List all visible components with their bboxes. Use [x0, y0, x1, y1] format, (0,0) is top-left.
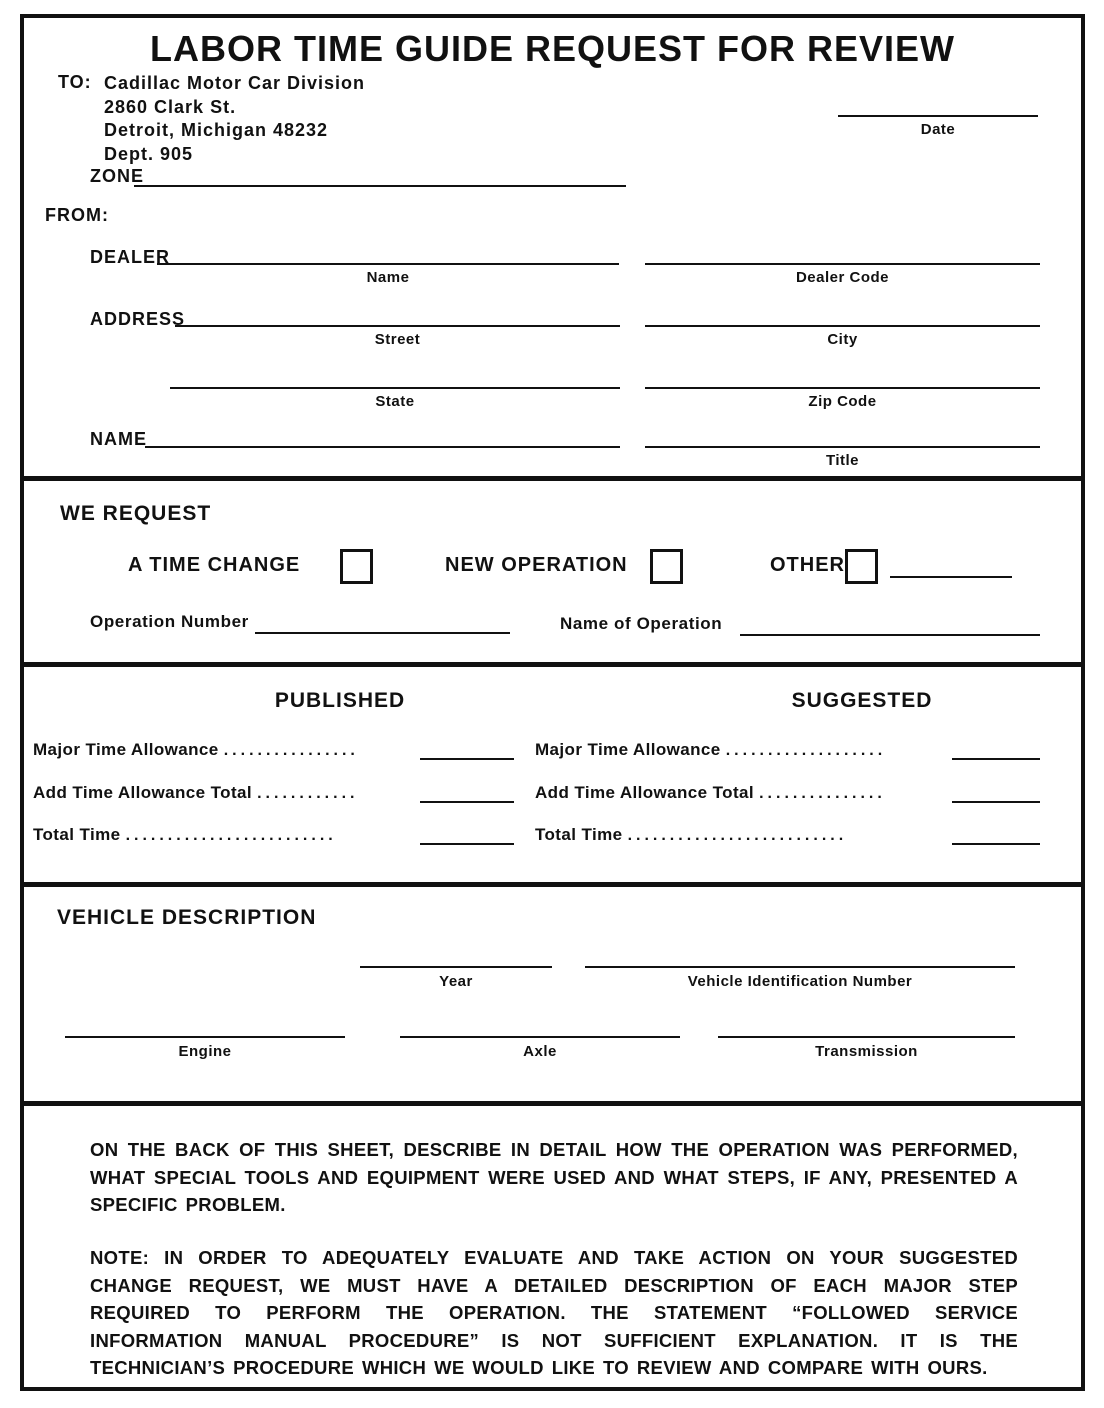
allowances-section [24, 662, 1081, 882]
suggested-major-time-label: Major Time Allowance ................... [535, 740, 887, 759]
dealer-code-caption: Dealer Code [795, 269, 890, 286]
street-field[interactable] [175, 325, 620, 327]
suggested-total-time-label: Total Time .......................... [535, 825, 848, 844]
published-add-time-field[interactable] [420, 801, 514, 803]
dealer-name-field[interactable] [157, 263, 619, 265]
vin-caption: Vehicle Identification Number [687, 973, 913, 990]
to-label: TO: [58, 72, 92, 92]
other-specify-field[interactable] [890, 576, 1012, 578]
to-address-line-4: Dept. 905 [104, 143, 194, 164]
zip-code-caption: Zip Code [808, 393, 877, 410]
suggested-total-time-field[interactable] [952, 843, 1040, 845]
year-caption: Year [439, 973, 473, 990]
transmission-field[interactable] [718, 1036, 1015, 1038]
year-field[interactable] [360, 966, 552, 968]
published-major-time-field[interactable] [420, 758, 514, 760]
name-of-operation-label: Name of Operation [560, 614, 723, 633]
published-total-time-label: Total Time ......................... [33, 825, 337, 844]
form-title: LABOR TIME GUIDE REQUEST FOR REVIEW [149, 28, 956, 69]
published-add-time-label: Add Time Allowance Total ............ [33, 783, 359, 802]
note-paragraph: NOTE: IN ORDER TO ADEQUATELY EVALUATE AND TAKE ACTION ON YOUR SUGGESTED CHANGE REQUEST, WE MUST HAVE A DETAILED DESCRIPTION OF EACH MAJOR STEP REQUIRED TO PERFORM THE OPERATION. THE STATEMENT “FOLLOWED SERVICE INFORMATION MANUAL PROCEDURE” IS NOT SUFFICIENT EXPLANATION. IT IS THE TECHNICIAN’S PROCEDURE WHICH WE WOULD LIKE TO REVIEW AND COMPARE WITH OURS. [90, 1247, 1018, 1378]
engine-caption: Engine [178, 1043, 232, 1060]
zone-field[interactable] [134, 185, 626, 187]
zip-code-field[interactable] [645, 387, 1040, 389]
header-section [24, 18, 1081, 476]
title-field[interactable] [645, 446, 1040, 448]
state-field[interactable] [170, 387, 620, 389]
to-address-line-1: Cadillac Motor Car Division [104, 73, 366, 93]
operation-number-label: Operation Number [90, 612, 249, 631]
street-caption: Street [374, 331, 421, 348]
we-request-section [24, 476, 1081, 662]
transmission-caption: Transmission [815, 1043, 918, 1060]
instructions-section [24, 1101, 1081, 1387]
address-label: ADDRESS [90, 309, 186, 329]
date-field[interactable] [838, 115, 1038, 117]
to-address-line-3: Detroit, Michigan 48232 [104, 120, 329, 140]
city-caption: City [827, 331, 858, 348]
state-caption: State [375, 393, 415, 410]
engine-field[interactable] [65, 1036, 345, 1038]
operation-number-field[interactable] [255, 632, 510, 634]
axle-caption: Axle [523, 1043, 557, 1060]
title-caption: Title [825, 452, 860, 469]
published-major-time-label: Major Time Allowance ................ [33, 740, 359, 759]
suggested-heading: SUGGESTED [791, 689, 933, 712]
vehicle-description-section [24, 882, 1081, 1101]
published-heading: PUBLISHED [274, 689, 406, 712]
zone-label: ZONE [90, 166, 145, 186]
other-checkbox[interactable] [845, 549, 878, 584]
name-field[interactable] [145, 446, 620, 448]
other-label: OTHER [770, 554, 845, 576]
name-of-operation-field[interactable] [740, 634, 1040, 636]
instructions-paragraph: ON THE BACK OF THIS SHEET, DESCRIBE IN DETAIL HOW THE OPERATION WAS PERFORMED, WHAT SPECIAL TOOLS AND EQUIPMENT WERE USED AND WHAT STEPS, IF ANY, PRESENTED A SPECIFIC PROBLEM. [90, 1139, 1018, 1215]
date-caption: Date [920, 121, 956, 138]
new-operation-checkbox[interactable] [650, 549, 683, 584]
dealer-label: DEALER [90, 247, 171, 267]
to-address-line-2: 2860 Clark St. [104, 96, 237, 117]
we-request-heading: WE REQUEST [60, 502, 212, 525]
suggested-major-time-field[interactable] [952, 758, 1040, 760]
published-total-time-field[interactable] [420, 843, 514, 845]
vin-field[interactable] [585, 966, 1015, 968]
new-operation-label: NEW OPERATION [445, 554, 628, 576]
name-label: NAME [90, 429, 147, 449]
vehicle-description-heading: VEHICLE DESCRIPTION [57, 906, 317, 929]
dealer-code-field[interactable] [645, 263, 1040, 265]
time-change-label: A TIME CHANGE [128, 554, 301, 576]
dealer-name-caption: Name [366, 269, 410, 286]
axle-field[interactable] [400, 1036, 680, 1038]
city-field[interactable] [645, 325, 1040, 327]
suggested-add-time-label: Add Time Allowance Total ............... [535, 783, 886, 802]
labor-time-guide-form [20, 14, 1085, 1391]
from-label: FROM: [45, 205, 109, 225]
to-address-block [104, 72, 365, 166]
time-change-checkbox[interactable] [340, 549, 373, 584]
suggested-add-time-field[interactable] [952, 801, 1040, 803]
